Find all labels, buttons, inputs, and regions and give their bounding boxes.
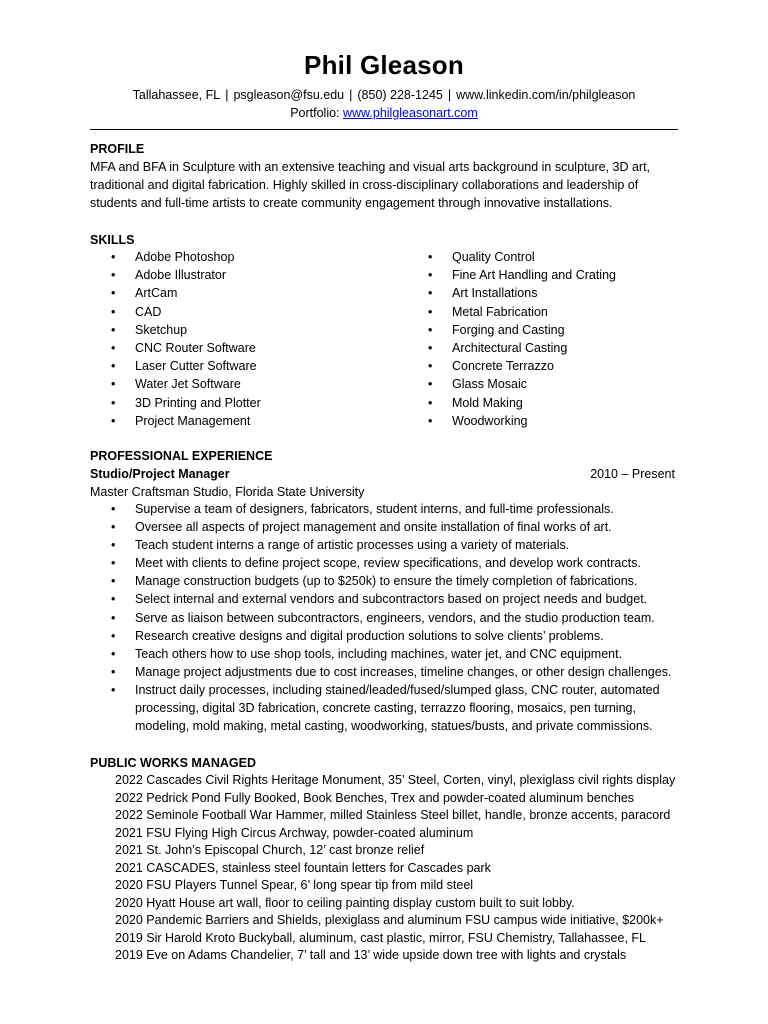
portfolio-line (0, 104, 768, 122)
public-work-item: 2019 Eve on Adams Chandelier, 7’ tall and 13’ wide upside down tree with lights and crystals (115, 948, 627, 962)
public-work-item: 2020 Hyatt House art wall, floor to ceiling painting display custom built to suit lobby. (115, 895, 575, 910)
skill-item: • Adobe Illustrator (90, 266, 261, 284)
duty-item: • Supervise a team of designers, fabricators, student interns, and full-time professionals. (90, 500, 680, 518)
skill-item: • Quality Control (407, 248, 616, 266)
skill-item: • Art Installations (407, 284, 616, 302)
duty-item: • Teach student interns a range of artistic processes using a variety of materials. (90, 536, 680, 554)
job-organization: Master Craftsman Studio, Florida State University (90, 485, 365, 499)
public-work-item: 2020 FSU Players Tunnel Spear, 6’ long spear tip from mild steel (115, 878, 474, 892)
duty-item: • Manage construction budgets (up to $250k) to ensure the timely completion of fabrications. (90, 572, 680, 590)
contact-line (0, 86, 768, 104)
skill-item: • CNC Router Software (90, 339, 261, 357)
public-work-item: 2022 Pedrick Pond Fully Booked, Book Benches, Trex and powder-coated aluminum benches (115, 790, 635, 805)
skills-list-left (90, 248, 261, 430)
portfolio-link[interactable]: www.philgleasonart.com (343, 106, 478, 120)
public-work-item: 2021 CASCADES, stainless steel fountain letters for Cascades park (115, 860, 491, 875)
skill-item: • Laser Cutter Software (90, 357, 261, 375)
contact-phone: (850) 228-1245 (357, 88, 443, 102)
job-title: Studio/Project Manager (90, 467, 230, 481)
job-duties-list (90, 500, 680, 735)
skill-item: • Woodworking (407, 412, 616, 430)
portfolio-label: Portfolio: (290, 106, 343, 120)
public-work-item: 2019 Sir Harold Kroto Buckyball, aluminum, cast plastic, mirror, FSU Chemistry, Tallahassee, FL (115, 930, 646, 945)
contact-location: Tallahassee, FL (132, 88, 221, 102)
duty-item: • Research creative designs and digital production solutions to solve clients’ problems. (90, 627, 680, 645)
contact-separator: | (447, 88, 452, 102)
experience-heading: PROFESSIONAL EXPERIENCE (90, 449, 273, 463)
duty-item: • Instruct daily processes, including stained/leaded/fused/slumped glass, CNC router, automated processing, digital 3D fabrication, concrete casting, terrazzo flooring, mosaics, pen turning, modeling, mold making, metal casting, woodworking, statues/busts, and private commissions. (90, 681, 680, 735)
header-divider (90, 129, 678, 130)
skill-item: • Fine Art Handling and Crating (407, 266, 616, 284)
contact-linkedin[interactable]: www.linkedin.com/in/philgleason (456, 88, 636, 102)
contact-email[interactable]: psgleason@fsu.edu (233, 88, 345, 102)
skill-item: • Mold Making (407, 394, 616, 412)
duty-item: • Oversee all aspects of project management and onsite installation of final works of art. (90, 518, 680, 536)
skill-item: • Concrete Terrazzo (407, 357, 616, 375)
profile-text: MFA and BFA in Sculpture with an extensive teaching and visual arts background in sculpture, 3D art, traditional and digital fabrication. Highly skilled in cross-disciplinary collaborations and leadership of students and full-time artists to create community engagement through innovative installations. (90, 160, 651, 210)
public-work-item: 2022 Seminole Football War Hammer, milled Stainless Steel billet, handle, bronze accents, paracord (115, 808, 671, 822)
public-work-item: 2021 St. John’s Episcopal Church, 12’ cast bronze relief (115, 843, 425, 857)
skill-item: • Water Jet Software (90, 375, 261, 393)
duty-item: • Teach others how to use shop tools, including machines, water jet, and CNC equipment. (90, 645, 680, 663)
skills-heading: SKILLS (90, 233, 135, 247)
duty-item: • Meet with clients to define project scope, review specifications, and develop work contracts. (90, 554, 680, 572)
skill-item: • Metal Fabrication (407, 303, 616, 321)
public-work-item: 2022 Cascades Civil Rights Heritage Monument, 35’ Steel, Corten, vinyl, plexiglass civil rights display (115, 773, 676, 787)
duty-item: • Select internal and external vendors and subcontractors based on project needs and budget. (90, 590, 680, 608)
skills-list-right (407, 248, 616, 430)
profile-heading: PROFILE (90, 142, 145, 156)
public-work-item: 2020 Pandemic Barriers and Shields, plexiglass and aluminum FSU campus wide initiative, $200k+ (115, 913, 664, 927)
skill-item: • Architectural Casting (407, 339, 616, 357)
duty-item: • Manage project adjustments due to cost increases, timeline changes, or other design challenges. (90, 663, 680, 681)
resume-name: Phil Gleason (304, 50, 464, 80)
public-works-heading: PUBLIC WORKS MANAGED (90, 756, 256, 770)
skill-item: • Adobe Photoshop (90, 248, 261, 266)
skill-item: • ArtCam (90, 284, 261, 302)
contact-separator: | (349, 88, 353, 102)
public-work-item: 2021 FSU Flying High Circus Archway, powder-coated aluminum (115, 825, 474, 840)
skill-item: • 3D Printing and Plotter (90, 394, 261, 412)
skill-item: • CAD (90, 303, 261, 321)
skill-item: • Glass Mosaic (407, 375, 616, 393)
contact-separator: | (225, 88, 229, 102)
skill-item: • Forging and Casting (407, 321, 616, 339)
job-header (90, 465, 675, 483)
duty-item: • Serve as liaison between subcontractors, engineers, vendors, and the studio production team. (90, 609, 680, 627)
job-dates: 2010 – Present (590, 467, 675, 481)
skill-item: • Project Management (90, 412, 261, 430)
public-works-list (115, 772, 685, 965)
skill-item: • Sketchup (90, 321, 261, 339)
